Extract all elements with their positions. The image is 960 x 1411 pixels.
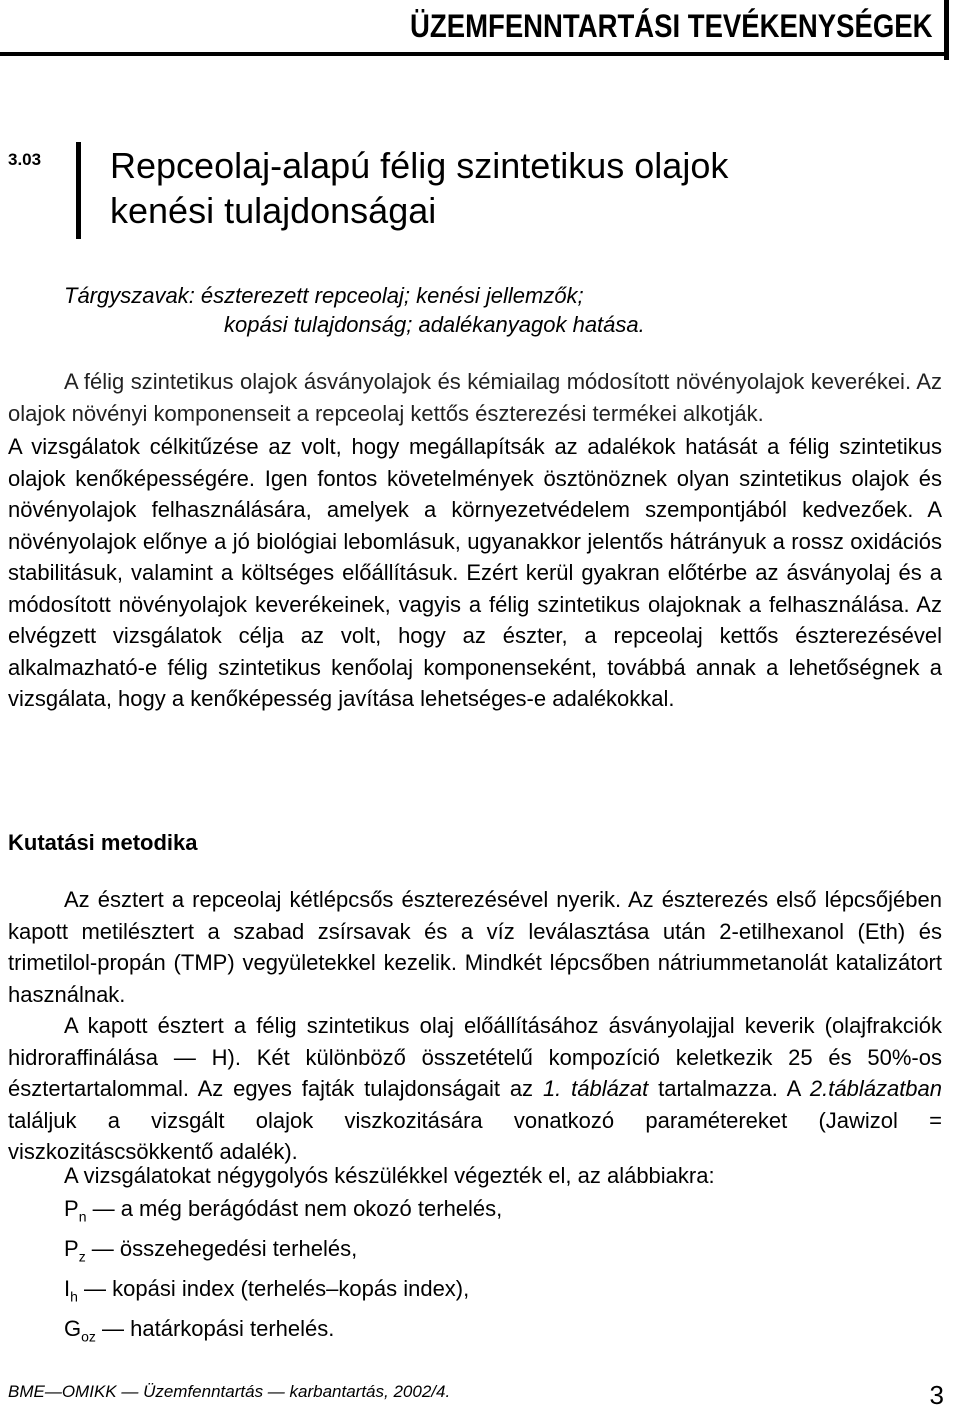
header-vertical-rule xyxy=(944,0,949,60)
title-bar xyxy=(76,142,81,239)
article-title xyxy=(110,143,728,233)
method-2-text-b: tartalmazza. A xyxy=(648,1076,810,1101)
paragraph-method-1: Az észtert a repceolaj kétlépcsős észterezésével nyerik. Az észterezés első lépcsőjében kapott metilésztert a szabad zsírsavak és a víz leválasztása után 2-etilhexanol (Eth) és trimetilol-propán (TMP) vegyületekkel kezelik. Mindkét lépcsőben nátriummetanolát katalizátort használnak. xyxy=(8,887,942,1007)
method-2-text-a: A kapott észtert a félig szintetikus olaj előállításához ásványolajjal keverik (olajfrakciók hidroraffinálása — H). Két különböző összetételű kompozíció keletkezik 25 és 50%-os észtertartalommal. Az egyes fajták tulajdonságait az xyxy=(8,1013,942,1101)
title-line-2: kenési tulajdonságai xyxy=(110,190,437,231)
keywords-line-1: Tárgyszavak: észterezett repceolaj; kenési jellemzők; xyxy=(64,283,584,308)
paragraph-method-2 xyxy=(8,1010,942,1168)
running-header xyxy=(0,0,960,60)
paragraph-intro: A vizsgálatok célkitűzése az volt, hogy megállapítsák az adalékok hatását a félig szintetikus olajok kenőképességére. Igen fontos követelmények ösztönöznek olyan szintetikus olajok és növényolajok felhasználására, amelyek a környezetvédelem szempontjából kedvezőek. A növényolajok előnye a jó biológiai lebomlásuk, ugyanakkor jelentős hátrányuk a rossz oxidációs stabilitásuk, valamint a költséges előállításuk. Ezért kerül gyakran előtérbe az ásványolaj és a módosított növényolajok keverékeinek, vagyis a félig szintetikus olajoknak a felhasználása. Az elvégzett vizsgálatok célja az volt, hogy az észter, a repceolaj kettős észterezésével alkalmazható-e félig szintetikus kenőolaj komponenseként, továbbá annak a lehetőségnek a vizsgálata, hogy a kenőképesség javítása lehetséges-e adalékokkal. xyxy=(8,434,942,711)
definition-item: $P_n$ — a még berágódást nem okozó terhelés, xyxy=(64,1196,503,1225)
section-number: 3.03 xyxy=(8,150,42,169)
page-number: 3 xyxy=(929,1380,944,1410)
method-2-text-c: találjuk a vizsgált olajok viszkozitására vonatkozó paramétereket (Jawizol = viszkozitáscsökkentő adalék). xyxy=(8,1107,942,1164)
header-horizontal-rule xyxy=(0,52,949,56)
definition-item: $P_z$ — összehegedési terhelés, xyxy=(64,1235,358,1265)
definition-item: $I_h$ — kopási index (terhelés–kopás index), xyxy=(64,1275,470,1305)
keywords-line-2: kopási tulajdonság; adalékanyagok hatása. xyxy=(224,312,645,337)
table-ref-1: 1. táblázat xyxy=(542,1076,649,1101)
abstract: A félig szintetikus olajok ásványolajok és kémiailag módosított növényolajok keverékei. Az olajok növényi komponenseit a repceolaj kettős észterezési termékei alkotják. xyxy=(8,369,942,426)
table-ref-2: 2.táblázatban xyxy=(809,1076,943,1101)
keywords xyxy=(64,281,645,339)
title-line-1: Repceolaj-alapú félig szintetikus olajok xyxy=(110,145,729,186)
definition-list xyxy=(64,1193,502,1353)
paragraph-method-3: A vizsgálatokat négygolyós készülékkel végezték el, az alábbiakra: xyxy=(64,1163,715,1188)
definition-item: $G_{oz}$ — határkopási terhelés. xyxy=(64,1315,335,1345)
footer-source: BME—OMIKK — Üzemfenntartás — karbantartás, 2002/4. xyxy=(8,1382,451,1401)
running-title: ÜZEMFENNTARTÁSI TEVÉKENYSÉGEK xyxy=(409,8,932,44)
heading-method: Kutatási metodika xyxy=(8,830,198,855)
